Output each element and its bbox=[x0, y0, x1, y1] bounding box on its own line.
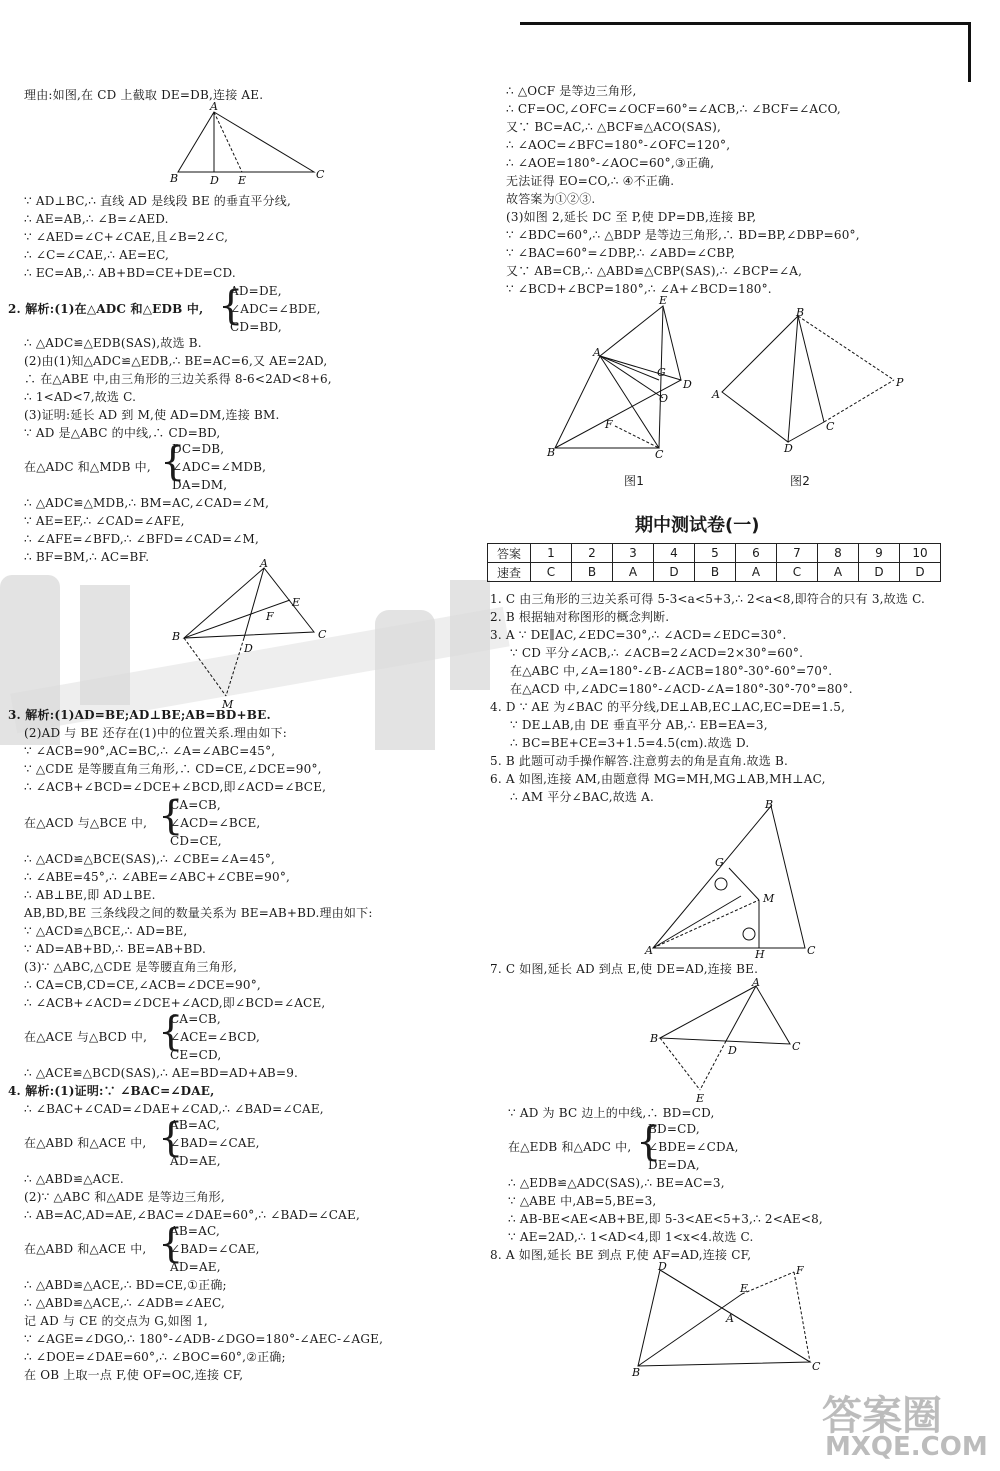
text-line: 在 OB 上取一点 F,使 OF=OC,连接 CF, bbox=[24, 1368, 244, 1382]
svg-text:C: C bbox=[826, 420, 835, 433]
svg-text:A: A bbox=[645, 944, 653, 957]
text-line: ∵ CD 平分∠ACB,∴ ∠ACB=2∠ACD=2×30°=60°. bbox=[510, 646, 804, 660]
text-line: ∴ ∠BAC+∠CAD=∠DAE+∠CAD,∴ ∠BAD=∠CAE, bbox=[24, 1102, 324, 1116]
svg-text:B: B bbox=[632, 1366, 641, 1379]
table-cell: 5 bbox=[695, 544, 736, 563]
svg-text:M: M bbox=[222, 698, 234, 711]
text-line: DA=DM, bbox=[172, 478, 228, 492]
text-line: ∴ BF=BM,∴ AC=BF. bbox=[24, 550, 150, 564]
text-line: AB=AC, bbox=[170, 1224, 220, 1238]
figure-1-caption: 图1 bbox=[624, 474, 645, 488]
text-line: 又∵ BC=AC,∴ △BCF≌△ACO(SAS), bbox=[506, 120, 722, 134]
text-line: 5. B 此题可动手操作解答.注意剪去的角是直角.故选 B. bbox=[490, 754, 788, 768]
text-line: 4. 解析:(1)证明:∵ ∠BAC=∠DAE, bbox=[8, 1084, 215, 1098]
text-line: ∵ △ACD≌△BCE,∴ AD=BE, bbox=[24, 924, 188, 938]
text-line: 2. B 根据轴对称图形的概念判断. bbox=[490, 610, 670, 624]
brace: { bbox=[158, 1115, 184, 1161]
svg-text:C: C bbox=[316, 168, 325, 181]
svg-text:A: A bbox=[752, 976, 760, 989]
text-line: CD=BD, bbox=[230, 320, 282, 334]
svg-text:F: F bbox=[796, 1264, 804, 1277]
text-line: 2. 解析:(1)在△ADC 和△EDB 中, bbox=[8, 302, 204, 316]
figure-triangle-abde bbox=[170, 100, 330, 187]
text-line: 在△ABD 和△ACE 中, bbox=[24, 1242, 147, 1256]
text-line: AD=AE, bbox=[170, 1154, 221, 1168]
text-line: ∴ ∠AOC=∠BFC=180°-∠OFC=120°, bbox=[506, 138, 731, 152]
text-line: 3. A ∵ DE∥AC,∠EDC=30°,∴ ∠ACD=∠EDC=30°. bbox=[490, 628, 787, 642]
text-line: 又∵ AB=CB,∴ △ABD≌△CBP(SAS),∴ ∠BCP=∠A, bbox=[506, 264, 803, 278]
text-line: ∵ AE=2AD,∴ 1<AD<4,即 1<x<4.故选 C. bbox=[508, 1230, 754, 1244]
svg-text:M: M bbox=[763, 892, 775, 905]
svg-text:B: B bbox=[765, 798, 774, 811]
text-line: 在△ACD 中,∠ADC=180°-∠ACD-∠A=180°-30°-70°=80°. bbox=[510, 682, 853, 696]
text-line: ∴ △OCF 是等边三角形, bbox=[506, 84, 637, 98]
svg-text:O: O bbox=[659, 392, 669, 405]
svg-text:B: B bbox=[172, 630, 181, 643]
exam-title: 期中测试卷(一) bbox=[635, 515, 760, 536]
text-line: ∴ AE=AB,∴ ∠B=∠AED. bbox=[24, 212, 169, 226]
text-line: ∴ ∠AFE=∠BFD,∴ ∠BFD=∠CAD=∠M, bbox=[24, 532, 259, 546]
text-line: ∵ △CDE 是等腰直角三角形,∴ CD=CE,∠DCE=90°, bbox=[24, 762, 322, 776]
brace: { bbox=[218, 283, 244, 329]
text-line: ∵ ∠ACB=90°,AC=BC,∴ ∠A=∠ABC=45°, bbox=[24, 744, 276, 758]
table-cell: 7 bbox=[777, 544, 818, 563]
text-line: ∠ADC=∠BDE, bbox=[230, 302, 321, 316]
text-line: ∴ △ABD≌△ACE. bbox=[24, 1172, 124, 1186]
table-cell: 9 bbox=[859, 544, 900, 563]
figure-2-caption: 图2 bbox=[790, 474, 811, 488]
table-cell: A bbox=[613, 563, 654, 582]
svg-text:C: C bbox=[807, 944, 816, 957]
text-line: ∴ △EDB≌△ADC(SAS),∴ BE=AC=3, bbox=[508, 1176, 725, 1190]
svg-text:P: P bbox=[896, 376, 904, 389]
text-line: ∴ AM 平分∠BAC,故选 A. bbox=[510, 790, 655, 804]
svg-text:F: F bbox=[266, 610, 274, 623]
text-line: ∴ △ABD≌△ACE,∴ ∠ADB=∠AEC, bbox=[24, 1296, 226, 1310]
svg-text:C: C bbox=[318, 628, 327, 641]
svg-text:F: F bbox=[605, 418, 613, 431]
text-line: ∴ ∠ACB+∠ACD=∠DCE+∠ACD,即∠BCD=∠ACE, bbox=[24, 996, 326, 1010]
svg-text:D: D bbox=[244, 642, 253, 655]
svg-text:E: E bbox=[740, 1282, 749, 1295]
text-line: ∴ △ACD≌△BCE(SAS),∴ ∠CBE=∠A=45°, bbox=[24, 852, 276, 866]
svg-text:E: E bbox=[238, 174, 247, 187]
text-line: ∴ ∠DOE=∠DAE=60°,∴ ∠BOC=60°,②正确; bbox=[24, 1350, 286, 1364]
svg-text:C: C bbox=[655, 448, 664, 461]
text-line: (3)证明:延长 AD 到 M,使 AD=DM,连接 BM. bbox=[24, 408, 280, 422]
svg-text:B: B bbox=[547, 446, 556, 459]
text-line: 在△ACD 与△BCE 中, bbox=[24, 816, 148, 830]
text-line: ∴ CF=OC,∠OFC=∠OCF=60°=∠ACB,∴ ∠BCF=∠ACO, bbox=[506, 102, 841, 116]
text-line: 在△ABD 和△ACE 中, bbox=[24, 1136, 147, 1150]
text-line: ∵ AD 是△ABC 的中线,∴ CD=BD, bbox=[24, 426, 221, 440]
text-line: ∴ AB=AC,AD=AE,∠BAC=∠DAE=60°,∴ ∠BAD=∠CAE, bbox=[24, 1208, 360, 1222]
text-line: ∴ BC=BE+CE=3+1.5=4.5(cm).故选 D. bbox=[510, 736, 750, 750]
text-line: 理由:如图,在 CD 上截取 DE=DB,连接 AE. bbox=[24, 88, 264, 102]
brace: { bbox=[158, 1009, 184, 1055]
brace: { bbox=[158, 1221, 184, 1267]
text-line: ∴ AB⊥BE,即 AD⊥BE. bbox=[24, 888, 156, 902]
figure-q8 bbox=[630, 1262, 830, 1382]
svg-text:H: H bbox=[755, 948, 765, 961]
text-line: ∵ AD 为 BC 边上的中线,∴ BD=CD, bbox=[508, 1106, 715, 1120]
table-cell: A bbox=[818, 563, 859, 582]
table-cell: 8 bbox=[818, 544, 859, 563]
svg-text:G: G bbox=[715, 856, 724, 869]
text-line: (3)如图 2,延长 DC 至 P,使 DP=DB,连接 BP, bbox=[506, 210, 757, 224]
table-cell: A bbox=[736, 563, 777, 582]
svg-text:C: C bbox=[792, 1040, 801, 1053]
table-cell: D bbox=[654, 563, 695, 582]
text-line: ∵ ∠BDC=60°,∴ △BDP 是等边三角形,∴ BD=BP,∠DBP=60°, bbox=[506, 228, 860, 242]
text-line: ∴ EC=AB,∴ AB+BD=CE+DE=CD. bbox=[24, 266, 236, 280]
text-line: CD=CE, bbox=[170, 834, 222, 848]
text-line: 故答案为①②③. bbox=[506, 192, 596, 206]
right-border-line bbox=[968, 22, 971, 82]
text-line: ∴ ∠C=∠CAE,∴ AE=EC, bbox=[24, 248, 170, 262]
text-line: ∴ 1<AD<7,故选 C. bbox=[24, 390, 137, 404]
text-line: 6. A 如图,连接 AM,由题意得 MG=MH,MG⊥AB,MH⊥AC, bbox=[490, 772, 826, 786]
svg-text:E: E bbox=[292, 596, 301, 609]
table-cell: 6 bbox=[736, 544, 777, 563]
table-cell: 2 bbox=[572, 544, 613, 563]
text-line: ∴ 在△ABE 中,由三角形的三边关系得 8-6<2AD<8+6, bbox=[24, 372, 332, 386]
table-cell: 4 bbox=[654, 544, 695, 563]
figure-q6 bbox=[645, 798, 825, 961]
text-line: 3. 解析:(1)AD=BE;AD⊥BE;AB=BD+BE. bbox=[8, 708, 271, 722]
text-line: ∴ CA=CB,CD=CE,∠ACB=∠DCE=90°, bbox=[24, 978, 261, 992]
text-line: ∠ACE=∠BCD, bbox=[170, 1030, 261, 1044]
brace: { bbox=[160, 439, 186, 485]
text-line: ∴ AB-BE<AE<AB+BE,即 5-3<AE<5+3,∴ 2<AE<8, bbox=[508, 1212, 823, 1226]
text-line: 1. C 由三角形的三边关系可得 5-3<a<5+3,∴ 2<a<8,即符合的只有 3,故选 C. bbox=[490, 592, 926, 606]
figure-q7 bbox=[650, 976, 810, 1105]
text-line: ∠BAD=∠CAE, bbox=[170, 1136, 260, 1150]
text-line: ∴ △ADC≌△MDB,∴ BM=AC,∠CAD=∠M, bbox=[24, 496, 270, 510]
table-cell: D bbox=[859, 563, 900, 582]
text-line: ∠BAD=∠CAE, bbox=[170, 1242, 260, 1256]
text-line: ∵ DE⊥AB,由 DE 垂直平分 AB,∴ EB=EA=3, bbox=[510, 718, 768, 732]
watermark-url: MXQE.COM bbox=[825, 1432, 988, 1462]
svg-text:E: E bbox=[696, 1092, 705, 1105]
text-line: (2)由(1)知△ADC≌△EDB,∴ BE=AC=6,又 AE=2AD, bbox=[24, 354, 328, 368]
text-line: ∠ADC=∠MDB, bbox=[172, 460, 267, 474]
text-line: ∵ AE=EF,∴ ∠CAD=∠AFE, bbox=[24, 514, 185, 528]
text-line: 8. A 如图,延长 BE 到点 F,使 AF=AD,连接 CF, bbox=[490, 1248, 752, 1262]
svg-text:D: D bbox=[784, 442, 793, 455]
text-line: AD=AE, bbox=[170, 1260, 221, 1274]
text-line: ∠ACD=∠BCE, bbox=[170, 816, 261, 830]
table-header-cell: 答案 bbox=[488, 544, 531, 563]
table-row bbox=[488, 544, 941, 563]
table-cell: C bbox=[777, 563, 818, 582]
table-cell: B bbox=[572, 563, 613, 582]
text-line: ∵ △ABE 中,AB=5,BE=3, bbox=[508, 1194, 657, 1208]
svg-text:B: B bbox=[650, 1032, 659, 1045]
text-line: (2)AD 与 BE 还存在(1)中的位置关系.理由如下: bbox=[24, 726, 287, 740]
brace: { bbox=[636, 1119, 662, 1165]
text-line: ∴ ∠ABE=45°,∴ ∠ABE=∠ABC+∠CBE=90°, bbox=[24, 870, 291, 884]
text-line: 在△ABC 中,∠A=180°-∠B-∠ACB=180°-30°-60°=70°. bbox=[510, 664, 833, 678]
text-line: ∴ △ADC≌△EDB(SAS),故选 B. bbox=[24, 336, 202, 350]
svg-text:C: C bbox=[812, 1360, 821, 1373]
svg-text:D: D bbox=[683, 378, 692, 391]
text-line: 记 AD 与 CE 的交点为 G,如图 1, bbox=[24, 1314, 208, 1328]
text-line: ∵ ∠AGE=∠DGO,∴ 180°-∠ADB-∠DGO=180°-∠AEC-∠AGE, bbox=[24, 1332, 384, 1346]
svg-text:A: A bbox=[593, 346, 601, 359]
text-line: 4. D ∵ AE 为∠BAC 的平分线,DE⊥AB,EC⊥AC,EC=DE=1.5, bbox=[490, 700, 846, 714]
text-line: ∵ AD=AB+BD,∴ BE=AB+BD. bbox=[24, 942, 207, 956]
text-line: CA=CB, bbox=[170, 798, 221, 812]
svg-text:D: D bbox=[728, 1044, 737, 1057]
text-line: (3)∵ △ABC,△CDE 是等腰直角三角形, bbox=[24, 960, 238, 974]
text-line: 在△ACE 与△BCD 中, bbox=[24, 1030, 148, 1044]
text-line: (2)∵ △ABC 和△ADE 是等边三角形, bbox=[24, 1190, 225, 1204]
text-line: BD=CD, bbox=[648, 1122, 700, 1136]
table-cell: B bbox=[695, 563, 736, 582]
text-line: AD=DE, bbox=[230, 284, 282, 298]
text-line: AB=AC, bbox=[170, 1118, 220, 1132]
svg-text:A: A bbox=[726, 1312, 734, 1325]
svg-text:A: A bbox=[210, 100, 218, 113]
text-line: ∵ ∠AED=∠C+∠CAE,且∠B=2∠C, bbox=[24, 230, 229, 244]
text-line: DE=DA, bbox=[648, 1158, 700, 1172]
table-cell: C bbox=[531, 563, 572, 582]
text-line: ∴ △ABD≌△ACE,∴ BD=CE,①正确; bbox=[24, 1278, 227, 1292]
figure-1 bbox=[545, 294, 695, 464]
text-line: ∴ ∠AOE=180°-∠AOC=60°,③正确, bbox=[506, 156, 715, 170]
figure-2 bbox=[710, 306, 904, 456]
text-line: ∠BDE=∠CDA, bbox=[648, 1140, 739, 1154]
text-line: ∴ △ACE≌△BCD(SAS),∴ AE=BD=AD+AB=9. bbox=[24, 1066, 299, 1080]
text-line: 7. C 如图,延长 AD 到点 E,使 DE=AD,连接 BE. bbox=[490, 962, 759, 976]
text-line: 在△ADC 和△MDB 中, bbox=[24, 460, 151, 474]
svg-text:D: D bbox=[210, 174, 219, 187]
answer-table bbox=[487, 543, 941, 582]
text-line: CE=CD, bbox=[170, 1048, 222, 1062]
svg-text:D: D bbox=[658, 1260, 667, 1273]
table-row bbox=[488, 563, 941, 582]
text-line: 在△EDB 和△ADC 中, bbox=[508, 1140, 632, 1154]
svg-text:B: B bbox=[796, 306, 805, 319]
table-cell: D bbox=[900, 563, 941, 582]
text-line: CA=CB, bbox=[170, 1012, 221, 1026]
table-header-cell: 速查 bbox=[488, 563, 531, 582]
text-line: AB,BD,BE 三条线段之间的数量关系为 BE=AB+BD.理由如下: bbox=[24, 906, 373, 920]
brace: { bbox=[158, 793, 184, 839]
top-border-line bbox=[520, 22, 970, 25]
text-line: ∴ ∠ACB+∠BCD=∠DCE+∠BCD,即∠ACD=∠BCE, bbox=[24, 780, 327, 794]
svg-text:A: A bbox=[712, 388, 720, 401]
svg-text:A: A bbox=[260, 557, 268, 570]
text-line: ∵ AD⊥BC,∴ 直线 AD 是线段 BE 的垂直平分线, bbox=[24, 194, 292, 208]
table-cell: 1 bbox=[531, 544, 572, 563]
watermark-logo: 答案圈 bbox=[822, 1393, 942, 1439]
svg-text:G: G bbox=[657, 366, 666, 379]
text-line: ∵ ∠BCD+∠BCP=180°,∴ ∠A+∠BCD=180°. bbox=[506, 282, 772, 296]
svg-text:E: E bbox=[659, 294, 668, 307]
table-cell: 3 bbox=[613, 544, 654, 563]
text-line: ∵ ∠BAC=60°=∠DBP,∴ ∠ABD=∠CBP, bbox=[506, 246, 736, 260]
text-line: 无法证得 EO=CO,∴ ④不正确. bbox=[506, 174, 675, 188]
table-cell: 10 bbox=[900, 544, 941, 563]
figure-median-m bbox=[170, 557, 340, 711]
svg-text:B: B bbox=[170, 172, 179, 185]
text-line: DC=DB, bbox=[172, 442, 225, 456]
